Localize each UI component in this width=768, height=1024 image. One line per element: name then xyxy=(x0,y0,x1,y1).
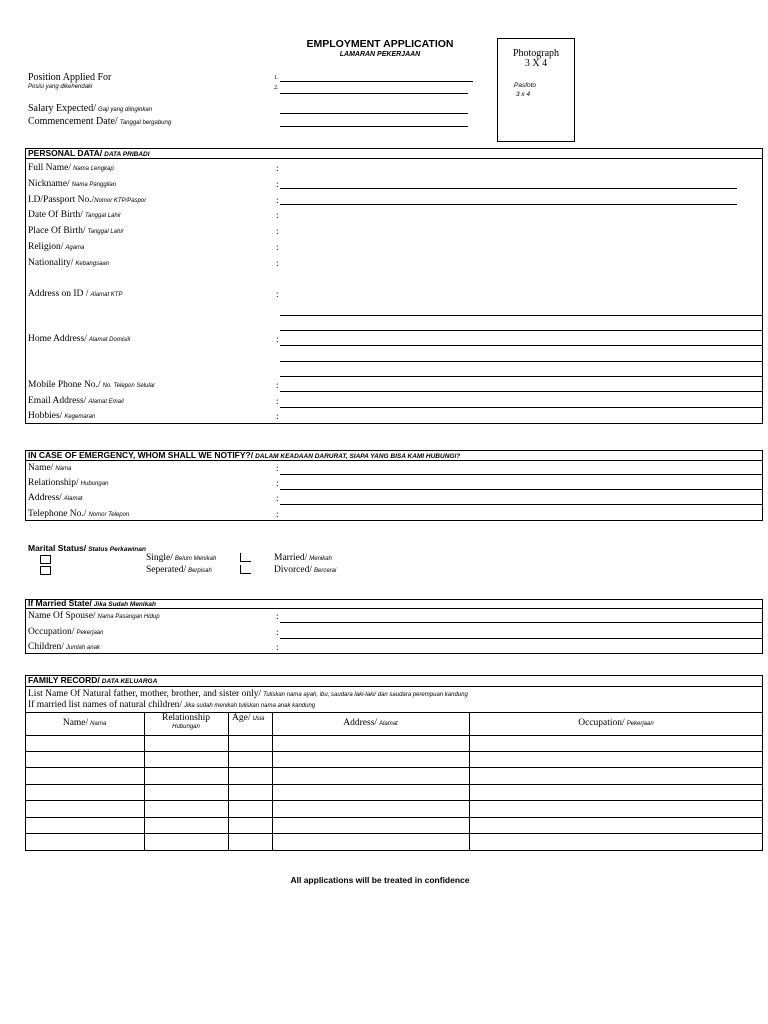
email-field[interactable] xyxy=(280,407,763,408)
photo-size-id: 3 x 4 xyxy=(516,91,531,98)
family-row-divider xyxy=(25,817,763,818)
salary-field[interactable] xyxy=(280,113,468,114)
salary-label: Salary Expected/ Gaji yang diinginkan xyxy=(28,103,153,114)
married-header: If Married State/ Jika Sudah Menikah xyxy=(28,598,156,608)
personal-label-id-passport: I.D/Passport No./Nomor KTP/Paspor xyxy=(28,195,147,205)
married-header-divider xyxy=(25,608,763,609)
family-note-2: If married list names of natural children/ Jika sudah menikah tuliskan nama anak kandung xyxy=(28,700,316,710)
mobile-field[interactable] xyxy=(280,391,763,392)
family-row-divider xyxy=(25,833,763,834)
home-address-line-1[interactable] xyxy=(280,345,763,346)
emergency-address-field[interactable] xyxy=(280,504,763,505)
id-passport-field[interactable] xyxy=(280,204,737,205)
married-checkbox[interactable] xyxy=(240,553,251,562)
choice-1-marker: 1. xyxy=(274,75,279,81)
personal-label-nationality: Nationality/ Kebangsaan xyxy=(28,258,110,268)
personal-header-divider xyxy=(25,158,763,159)
form-title: EMPLOYMENT APPLICATION xyxy=(306,38,454,50)
personal-label-address-id: Address on ID / Alamat KTP xyxy=(28,289,123,299)
personal-header: PERSONAL DATA/ DATA PRIBADI xyxy=(28,148,150,158)
photo-label: Photograph xyxy=(512,48,560,59)
family-table-header-bottom xyxy=(25,735,763,736)
children-label: Children/ Jumlah anak xyxy=(28,642,100,652)
personal-label-pob: Place Of Birth/ Tanggal Lahir xyxy=(28,226,124,236)
family-col-divider-4 xyxy=(469,712,470,851)
personal-label-mobile: Mobile Phone No./ No. Telepon Selular xyxy=(28,380,156,390)
emergency-label-name: Name/ Nama xyxy=(28,463,72,473)
marital-checkbox-1[interactable] xyxy=(40,555,51,564)
personal-label-religion: Religion/ Agama xyxy=(28,242,85,252)
commencement-label: Commencement Date/ Tanggal bergabung xyxy=(28,116,172,127)
personal-label-nickname: Nickname/ Nama Panggilan xyxy=(28,179,117,189)
photo-label-id: Pasfoto xyxy=(514,82,537,89)
position-label-id: Posisi yang dikehendaki xyxy=(28,84,93,90)
family-col-age: Age/ Usia xyxy=(232,713,265,723)
family-table-top xyxy=(25,712,763,713)
position-label: Position Applied For xyxy=(28,72,112,83)
emergency-relationship-field[interactable] xyxy=(280,489,763,490)
emergency-label-relationship: Relationship/ Hubungan xyxy=(28,478,109,488)
photo-box[interactable] xyxy=(497,38,575,142)
family-row-divider xyxy=(25,800,763,801)
divorced-label: Divorced/ Bercerai xyxy=(274,565,337,575)
married-label: Married/ Menikah xyxy=(274,553,332,563)
marital-checkbox-2[interactable] xyxy=(40,566,51,575)
family-col-relationship: Relationship xyxy=(161,713,211,723)
family-col-divider-2 xyxy=(228,712,229,851)
emergency-label-telephone: Telephone No./ Nomor Telepon xyxy=(28,509,130,519)
home-address-line-3[interactable] xyxy=(280,376,763,377)
family-header-divider xyxy=(25,686,763,687)
family-col-relationship-id: Hubungan xyxy=(172,724,200,730)
home-address-line-2[interactable] xyxy=(280,361,763,362)
family-row-divider xyxy=(25,751,763,752)
family-col-address: Address/ Alamat xyxy=(343,718,398,728)
position-choice-1-field[interactable] xyxy=(280,81,473,82)
emergency-header-divider xyxy=(25,460,763,461)
family-col-divider-3 xyxy=(272,712,273,851)
separated-label: Seperated/ Berpisah xyxy=(146,565,212,575)
spouse-field[interactable] xyxy=(280,622,763,623)
position-choice-2-field[interactable] xyxy=(280,93,468,94)
family-note-1: List Name Of Natural father, mother, brother, and sister only/ Tuliskan nama ayah, ibu, saudara laki-laki/ dan saudara perempuan kandung xyxy=(28,689,468,699)
occupation-field[interactable] xyxy=(280,638,763,639)
photo-size: 3 X 4 xyxy=(524,58,548,69)
single-label: Single/ Belum Menikah xyxy=(146,553,217,563)
emergency-label-address: Address/ Alamat xyxy=(28,493,83,503)
emergency-name-field[interactable] xyxy=(280,474,763,475)
divorced-checkbox[interactable] xyxy=(240,565,251,574)
family-row-divider xyxy=(25,784,763,785)
personal-label-home-address: Home Address/ Alamat Domisili xyxy=(28,334,131,344)
personal-label-dob: Date Of Birth/ Tanggal Lahir xyxy=(28,210,122,220)
family-row-divider xyxy=(25,767,763,768)
address-id-line-2[interactable] xyxy=(280,315,763,316)
emergency-header: IN CASE OF EMERGENCY, WHOM SHALL WE NOTIFY?/ DALAM KEADAAN DARURAT, SIAPA YANG BISA KAMI HUBUNGI? xyxy=(28,450,461,460)
spouse-label: Name Of Spouse/ Nama Pasangan Hidup xyxy=(28,611,160,621)
personal-label-full-name: Full Name/ Nama Lengkap xyxy=(28,163,114,173)
family-col-name: Name/ Nama xyxy=(62,718,107,728)
commencement-field[interactable] xyxy=(280,126,468,127)
address-id-line-3[interactable] xyxy=(280,330,763,331)
personal-label-hobbies: Hobbies/ Kegemaran xyxy=(28,411,96,421)
confidential-note: All applications will be treated in confidence xyxy=(290,875,470,885)
form-subtitle: LAMARAN PEKERJAAN xyxy=(339,51,421,58)
family-col-occupation: Occupation/ Pekerjaan xyxy=(578,718,654,728)
choice-2-marker: 2. xyxy=(274,85,279,91)
personal-label-email: Email Address/ Alamat Email xyxy=(28,396,124,406)
occupation-label: Occupation/ Pekerjaan xyxy=(28,627,104,637)
marital-header: Marital Status/ Status Perkawinan xyxy=(28,543,146,553)
family-header: FAMILY RECORD/ DATA KELUARGA xyxy=(28,675,158,685)
family-col-divider-1 xyxy=(144,712,145,851)
nickname-field[interactable] xyxy=(280,188,737,189)
